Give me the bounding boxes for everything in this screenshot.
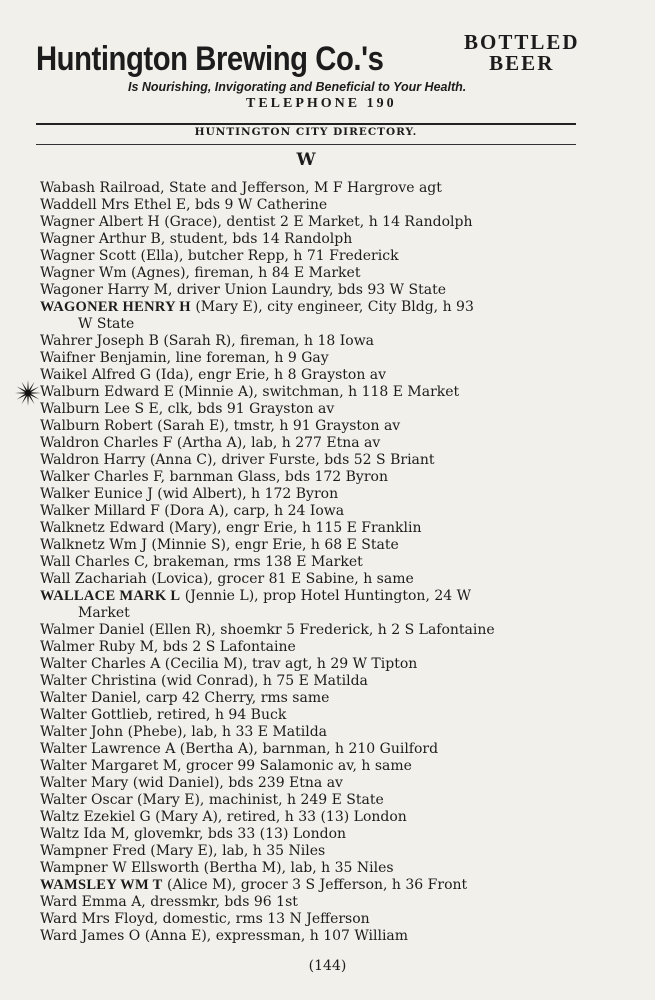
entry-name: WAMSLEY WM T — [40, 877, 163, 893]
entry-name: Walter Christina — [40, 673, 157, 689]
ad-tagline: Is Nourishing, Invigorating and Beneficial to Your Health. — [128, 80, 467, 94]
directory-entry — [40, 537, 600, 554]
entry-details: retired, h 94 Buck — [152, 707, 287, 723]
entry-details: driver Union Laundry, bds 93 W State — [172, 282, 446, 298]
directory-entry — [40, 367, 600, 384]
entry-details: (Agnes), fireman, h 84 E Market — [126, 265, 361, 281]
entry-details: (Anna E), expressman, h 107 William — [140, 928, 409, 944]
entry-name: Walter Margaret M, — [40, 758, 182, 774]
header-rule-top — [36, 123, 576, 125]
entry-name: Wagner Albert H — [40, 214, 160, 230]
directory-entry — [40, 758, 600, 775]
entry-name: WAGONER HENRY H — [40, 299, 191, 315]
running-head: HUNTINGTON CITY DIRECTORY. — [194, 126, 418, 138]
ad-bottled-line: BOTTLED — [464, 30, 580, 54]
entry-name: Wall Zachariah — [40, 571, 147, 587]
entry-details: (Minnie A), switchman, h 118 E Market — [173, 384, 460, 400]
entry-name: Waifner Benjamin, — [40, 350, 172, 366]
directory-entry — [40, 231, 600, 248]
entry-details: (Mary A), retired, h 33 (13) London — [150, 809, 407, 825]
entry-details: bds 9 W Catherine — [190, 197, 328, 213]
entry-name: Walker Millard F — [40, 503, 160, 519]
entry-details: (Dora A), carp, h 24 Iowa — [159, 503, 345, 519]
directory-entry — [40, 843, 600, 860]
ad-beer-line: BEER — [489, 51, 555, 75]
entry-details: (Lovica), grocer 81 E Sabine, h same — [146, 571, 414, 587]
entry-details: (Mary E), machinist, h 249 E State — [132, 792, 384, 808]
entry-details: carp 42 Cherry, rms same — [141, 690, 330, 706]
directory-entry — [40, 418, 600, 435]
directory-entry — [40, 248, 600, 265]
directory-entry — [40, 214, 600, 231]
entry-name: Walmer Daniel — [40, 622, 145, 638]
entry-name: Walker Eunice J — [40, 486, 153, 502]
entry-details: (Bertha A), barnman, h 210 Guilford — [175, 741, 439, 757]
entry-details: (Ellen R), shoemkr 5 Frederick, h 2 S Lafontaine — [144, 622, 495, 638]
directory-entry — [40, 741, 600, 758]
entry-details: (Jennie L), prop Hotel Huntington, 24 W — [180, 588, 471, 604]
directory-entry — [40, 588, 600, 622]
section-letter: W — [296, 150, 316, 170]
directory-entry — [40, 571, 600, 588]
entry-name: Waltz Ezekiel G — [40, 809, 151, 825]
entry-details: clk, bds 91 Grayston av — [163, 401, 335, 417]
ad-telephone: TELEPHONE 190 — [246, 96, 397, 111]
entry-details: grocer 99 Salamonic av, h same — [181, 758, 412, 774]
entry-name: Walter Oscar — [40, 792, 133, 808]
directory-entry — [40, 724, 600, 741]
directory-entry — [40, 775, 600, 792]
directory-entry — [40, 860, 600, 877]
entry-name: Wagner Wm — [40, 265, 127, 281]
page-number: (144) — [308, 958, 347, 974]
entry-details: (Grace), dentist 2 E Market, h 14 Randolph — [159, 214, 473, 230]
entry-details: (Mary E), city engineer, City Bldg, h 93 — [190, 299, 474, 315]
entry-details: (Sarah E), tmstr, h 91 Grayston av — [152, 418, 401, 434]
entry-name: Wahrer Joseph B — [40, 333, 159, 349]
directory-entry — [40, 350, 600, 367]
header-rule-bottom — [36, 144, 576, 145]
entry-details: line foreman, h 9 Gay — [171, 350, 329, 366]
entry-details: bds 2 S Lafontaine — [158, 639, 296, 655]
directory-entry — [40, 299, 600, 333]
entry-name: Walknetz Wm J — [40, 537, 147, 553]
entry-name: Waddell Mrs Ethel E, — [40, 197, 191, 213]
entry-name: Walker Charles F, — [40, 469, 166, 485]
directory-entry — [40, 180, 600, 197]
entry-name: Wagoner Harry M, — [40, 282, 173, 298]
directory-entry — [40, 894, 600, 911]
directory-entry — [40, 707, 600, 724]
entry-details: (Sarah R), fireman, h 18 Iowa — [158, 333, 375, 349]
entry-name: Waldron Harry — [40, 452, 146, 468]
advertisement-banner — [36, 26, 596, 116]
star-marker-icon — [14, 379, 42, 407]
entry-name: Walburn Lee S E, — [40, 401, 164, 417]
entry-continuation: Market — [78, 605, 130, 621]
directory-entry — [40, 520, 600, 537]
entry-details: dressmkr, bds 96 1st — [145, 894, 298, 910]
entry-details: student, bds 14 Randolph — [165, 231, 353, 247]
entry-name: WALLACE MARK L — [40, 588, 181, 604]
entry-details: (Phebe), lab, h 33 E Matilda — [123, 724, 328, 740]
entry-continuation: W State — [78, 316, 135, 332]
entry-name: Wampner Fred — [40, 843, 146, 859]
directory-entry — [40, 452, 600, 469]
entry-name: Walknetz Edward — [40, 520, 165, 536]
directory-entry — [40, 911, 600, 928]
entry-details: (Ida), engr Erie, h 8 Grayston av — [151, 367, 387, 383]
directory-entry — [40, 401, 600, 418]
entry-details: (wid Conrad), h 75 E Matilda — [156, 673, 368, 689]
entry-details: (Minnie S), engr Erie, h 68 E State — [146, 537, 399, 553]
entry-name: Waltz Ida M, — [40, 826, 130, 842]
entry-details: (Ella), butcher Repp, h 71 Frederick — [136, 248, 399, 264]
directory-entry — [40, 554, 600, 571]
directory-entry — [40, 469, 600, 486]
entry-details: (wid Albert), h 172 Byron — [152, 486, 339, 502]
entry-details: (Anna C), driver Furste, bds 52 S Briant — [145, 452, 435, 468]
directory-entry — [40, 265, 600, 282]
ad-company-name: Huntington Brewing Co.'s — [36, 40, 384, 78]
entry-details: (Cecilia M), trav agt, h 29 W Tipton — [160, 656, 418, 672]
ad-bottled-beer — [464, 32, 580, 74]
entry-details: domestic, rms 13 N Jefferson — [158, 911, 370, 927]
entry-details: State and Jefferson, M F Hargrove agt — [164, 180, 442, 196]
directory-entry — [40, 928, 600, 945]
directory-entry — [40, 486, 600, 503]
entry-name: Ward Mrs Floyd, — [40, 911, 159, 927]
entry-details: barnman Glass, bds 172 Byron — [165, 469, 388, 485]
directory-entry — [40, 384, 600, 401]
entry-details: (Alice M), grocer 3 S Jefferson, h 36 Front — [162, 877, 468, 893]
entry-name: Wagner Arthur B, — [40, 231, 166, 247]
entry-details: (Mary E), lab, h 35 Niles — [145, 843, 326, 859]
entry-name: Ward Emma A, — [40, 894, 146, 910]
entry-name: Walter Charles A — [40, 656, 161, 672]
entry-details: (Bertha M), lab, h 35 Niles — [199, 860, 394, 876]
directory-entries — [40, 180, 600, 945]
directory-entry — [40, 673, 600, 690]
entry-name: Walter Mary — [40, 775, 129, 791]
entry-name: Wampner W Ellsworth — [40, 860, 200, 876]
directory-entry — [40, 639, 600, 656]
directory-entry — [40, 877, 600, 894]
entry-name: Ward James O — [40, 928, 141, 944]
directory-entry — [40, 656, 600, 673]
entry-details: glovemkr, bds 33 (13) London — [129, 826, 347, 842]
directory-entry — [40, 282, 600, 299]
entry-name: Walter John — [40, 724, 124, 740]
directory-entry — [40, 826, 600, 843]
entry-details: (Mary), engr Erie, h 115 E Franklin — [164, 520, 422, 536]
directory-entry — [40, 690, 600, 707]
entry-details: (wid Daniel), bds 239 Etna av — [128, 775, 343, 791]
entry-name: Walter Lawrence A — [40, 741, 176, 757]
entry-name: Walburn Edward E — [40, 384, 174, 400]
entry-name: Waldron Charles F — [40, 435, 173, 451]
entry-name: Walter Daniel, — [40, 690, 142, 706]
directory-entry — [40, 792, 600, 809]
directory-entry — [40, 197, 600, 214]
entry-name: Walburn Robert — [40, 418, 153, 434]
entry-name: Wall Charles C, — [40, 554, 149, 570]
entry-name: Walter Gottlieb, — [40, 707, 153, 723]
directory-entry — [40, 435, 600, 452]
directory-entry — [40, 622, 600, 639]
directory-entry — [40, 333, 600, 350]
entry-details: brakeman, rms 138 E Market — [148, 554, 363, 570]
entry-name: Walmer Ruby M, — [40, 639, 159, 655]
entry-details: (Artha A), lab, h 277 Etna av — [172, 435, 381, 451]
directory-entry — [40, 503, 600, 520]
entry-name: Wagner Scott — [40, 248, 137, 264]
directory-entry — [40, 809, 600, 826]
entry-name: Waikel Alfred G — [40, 367, 152, 383]
entry-name: Wabash Railroad, — [40, 180, 165, 196]
